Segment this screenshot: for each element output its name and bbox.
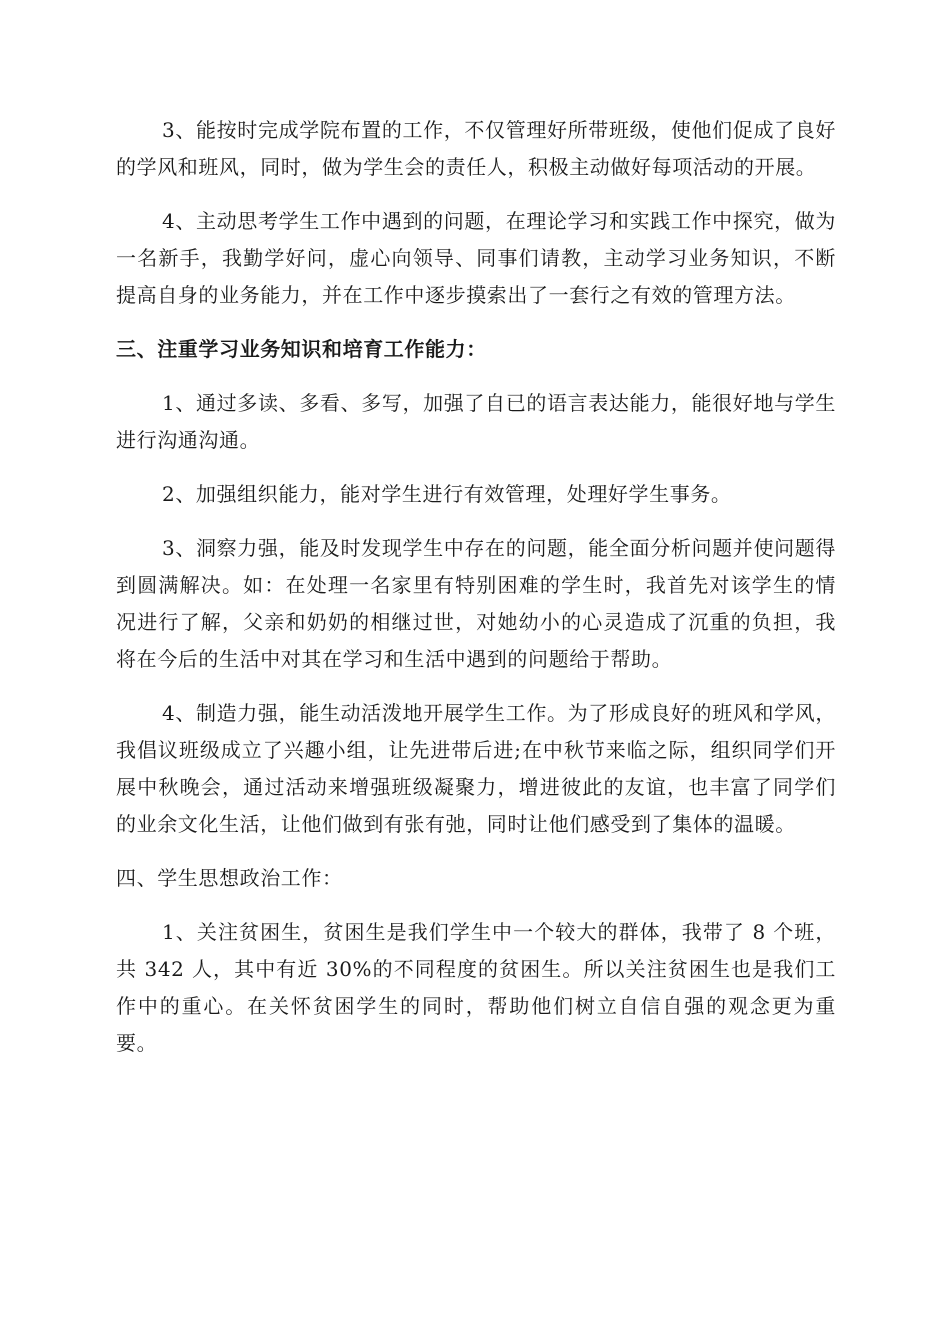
- section-heading-four: 四、学生思想政治工作：: [116, 866, 343, 890]
- document-body: [116, 112, 836, 1079]
- section3-paragraph-2: 2、加强组织能力，能对学生进行有效管理，处理好学生事务。: [162, 482, 732, 506]
- section-heading-three: 三、注重学习业务知识和培育工作能力：: [116, 337, 487, 361]
- section3-paragraph-4: 4、制造力强，能生动活泼地开展学生工作。为了形成良好的班风和学风，我倡议班级成立了兴趣小组，让先进带后进;在中秋节来临之际，组织同学们开展中秋晚会，通过活动来增强班级凝聚力，增进彼此的友谊，也丰富了同学们的业余文化生活，让他们做到有张有弛，同时让他们感受到了集体的温暖。: [116, 701, 836, 836]
- section3-paragraph-3: 3、洞察力强，能及时发现学生中存在的问题，能全面分析问题并使问题得到圆满解决。如：在处理一名家里有特别困难的学生时，我首先对该学生的情况进行了解，父亲和奶奶的相继过世，对她幼小的心灵造成了沉重的负担，我将在今后的生活中对其在学习和生活中遇到的问题给于帮助。: [116, 536, 836, 671]
- paragraph-item-3: 3、能按时完成学院布置的工作，不仅管理好所带班级，使他们促成了良好的学风和班风，同时，做为学生会的责任人，积极主动做好每项活动的开展。: [116, 118, 836, 179]
- paragraph-item-4: 4、主动思考学生工作中遇到的问题，在理论学习和实践工作中探究，做为一名新手，我勤学好问，虚心向领导、同事们请教，主动学习业务知识，不断提高自身的业务能力，并在工作中逐步摸索出了一套行之有效的管理方法。: [116, 209, 836, 307]
- section4-paragraph-1: 1、关注贫困生，贫困生是我们学生中一个较大的群体，我带了 8 个班，共 342 人，其中有近 30%的不同程度的贫困生。所以关注贫困生也是我们工作中的重心。在关怀贫困学生的同时，帮助他们树立自信自强的观念更为重要。: [116, 920, 836, 1055]
- section3-paragraph-1: 1、通过多读、多看、多写，加强了自已的语言表达能力，能很好地与学生进行沟通沟通。: [116, 391, 836, 452]
